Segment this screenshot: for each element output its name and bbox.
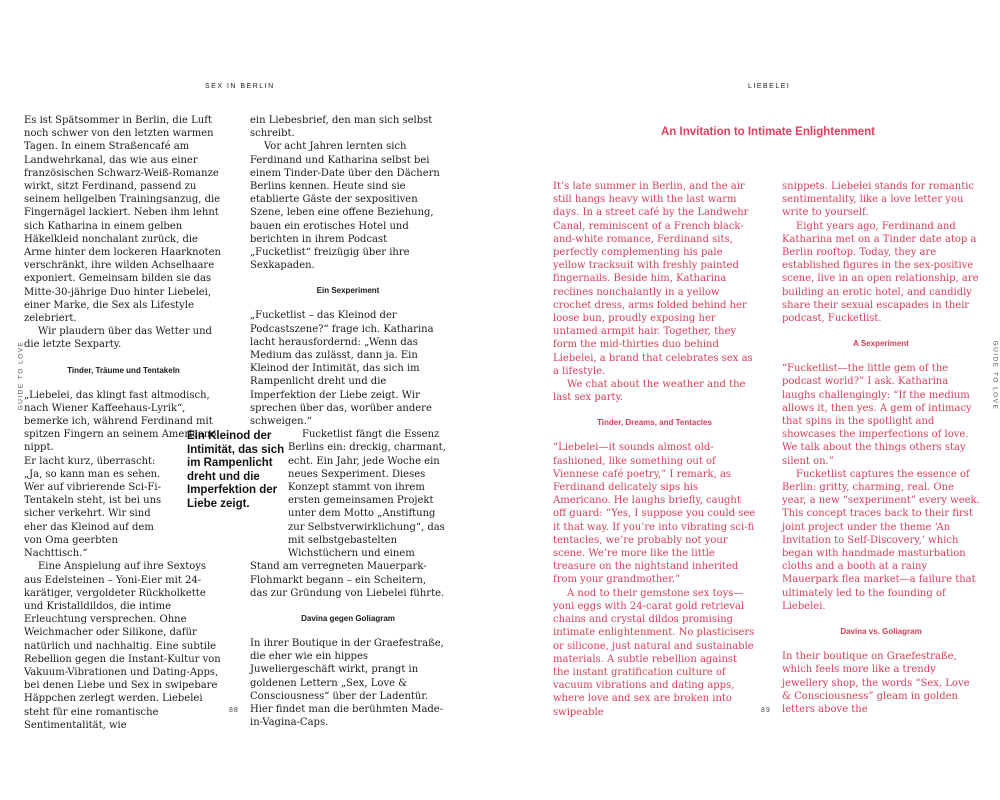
- left-column-2: [250, 114, 446, 729]
- paragraph: Eine Anspielung auf ihre Sextoys aus Edelsteinen – Yoni-Eier mit 24-karätiger, vergoldeter Rückholkette und Kristalldildos, die intime Erleuchtung versprechen. Ohne Weichmacher oder Silikone, dafür natürlich und nachhaltig. Eine subtile Rebellion gegen die Instant-Kultur von Vakuum-Vibrationen und Dating-Apps, bei denen Liebe und Sex in swipebare Häppchen zerlegt werden. Liebelei steht für eine romantische Sentimentalität, wie: [24, 561, 221, 731]
- article-headline: An Invitation to Intimate Enlightenment: [660, 126, 876, 138]
- paragraph: “Fucketlist—the little gem of the podcast world?” I ask. Katharina laughs challengingly: “If the medium allows it, then yes. A gem of intimacy that spins in the spotlight and showcases the imperfections of love. We talk about the things others stay silent on.”: [782, 363, 972, 467]
- paragraph: „Liebelei, das klingt fast altmodisch, nach Wiener Kaffeehaus-Lyrik“, bemerke ich, während Ferdinand mit spitzen Fingern an seinem Americano nippt.: [24, 389, 217, 454]
- paragraph: Er lacht kurz, überrascht: „Ja, so kann man es sehen. Wer auf vibrierende Sci-Fi-Tentakeln steht, ist bei uns sicher verkehrt. Wir sind eher das Kleinod auf dem von Oma geerbten Nachttisch.“: [24, 455, 162, 560]
- side-tab-right: GUIDE TO LOVE: [991, 340, 999, 411]
- right-column-1: [553, 180, 756, 719]
- paragraph: snippets. Liebelei stands for romantic sentimentality, like a love letter you write to yourself.: [782, 181, 975, 219]
- right-column-2: [782, 180, 980, 716]
- paragraph: “Liebelei—it sounds almost old-fashioned, like something out of Viennese café poetry,” I remark, as Ferdinand delicately sips his Americano. He laughs briefly, caught off guard: “Yes, I suppose you could see it that way. If you’re into vibrating sci-fi tentacles, we’re probably not your scene. We’re more like the little treasure on the nightstand inherited from your grandmother.”: [553, 442, 756, 586]
- paragraph: It’s late summer in Berlin, and the air still hangs heavy with the last warm days. In a street café by the Landwehr Canal, reminiscent of a French black-and-white romance, Ferdinand sits, perfectly complementing his pale yellow tracksuit with freshly painted fingernails. Beside him, Katharina reclines nonchalantly in a yellow crochet dress, arms folded behind her loose bun, proudly exposing her untamed armpit hair. Together, they form the mid-thirties duo behind Liebelei, a brand that celebrates sex as a lifestyle.: [553, 181, 753, 377]
- paragraph: Wir plaudern über das Wetter und die letzte Sexparty.: [24, 326, 212, 351]
- subheading: Tinder, Träume und Tentakeln: [67, 365, 180, 375]
- paragraph: „Fucketlist – das Kleinod der Podcastszene?“ frage ich. Katharina lacht herausfordernd: „Wenn das Medium das zulässt, dann ja. Ein Kleinod der Intimität, das sich im Rampenlicht dreht und die Imperfektion der Liebe zeigt. Wir sprechen über das, worüber andere schweigen.“: [250, 310, 434, 428]
- running-head-right: LIEBELEI: [748, 83, 791, 90]
- paragraph: Es ist Spätsommer in Berlin, die Luft noch schwer von den letzten warmen Tagen. In einem Straßencafé am Landwehrkanal, das wie aus einer französischen Schwarz-Weiß-Romanze wirkt, sitzt Ferdinand, passend zu seinem hellgelben Trainingsanzug, die Fingernägel lackiert. Neben ihm lehnt sich Katharina in einem gelben Häkelkleid nonchalant zurück, die Arme hinter dem lockeren Haarknoten verschränkt, ihre wilden Achselhaare exponiert. Gemeinsam bilden sie das Mitte-30-jährige Duo hinter Liebelei, einer Marke, die Sex als Lifestyle zelebriert.: [24, 115, 221, 325]
- page-number-left: 88: [229, 707, 239, 714]
- paragraph: We chat about the weather and the last sex party.: [553, 379, 746, 404]
- running-head-left: SEX IN BERLIN: [205, 83, 275, 90]
- paragraph: Vor acht Jahren lernten sich Ferdinand und Katharina selbst bei einem Tinder-Date über den Dächern Berlins kennen. Heute sind sie etablierte Gäste der sexpositiven Szene, leben eine offene Beziehung, bauen ein erotisches Hotel und berichten in ihrem Podcast „Fucketlist“ freizügig über ihre Sexkapaden.: [250, 141, 440, 272]
- page-number-right: 89: [761, 707, 771, 714]
- left-column-1: [24, 114, 223, 732]
- subheading: Davina vs. Goliagram: [840, 627, 922, 637]
- paragraph: Eight years ago, Ferdinand and Katharina met on a Tinder date atop a Berlin rooftop. Today, they are established figures in the sex-positive scene, live in an open relationship, are building an erotic hotel, and candidly share their sexual escapades in their podcast, Fucketlist.: [782, 220, 979, 325]
- subheading: Tinder, Dreams, and Tentacles: [597, 418, 712, 428]
- paragraph: Fucketlist captures the essence of Berlin: gritty, charming, real. One year, a new “sexperiment” every week. This concept traces back to their first joint project under the theme ‘An Invitation to Self-Discovery,’ which began with handmade masturbation cloths and a booth at a rainy Mauerpark flea market—a failure that ultimately led to the founding of Liebelei.: [782, 468, 980, 612]
- subheading: Davina gegen Goliagram: [301, 613, 395, 623]
- subheading: A Sexperiment: [853, 339, 909, 349]
- paragraph: A nod to their gemstone sex toys—yoni eggs with 24-carat gold retrieval chains and crystal dildos promising intimate enlightenment. No plasticisers or silicone, just natural and sustainable materials. A subtle rebellion against the instant gratification culture of vacuum vibrations and dating apps, where love and sex are broken into swipeable: [553, 587, 755, 718]
- paragraph: In their boutique on Graefestraße, which feels more like a trendy jewellery shop, the words “Sex, Love & Consciousness” gleam in golden letters above the: [782, 651, 970, 715]
- side-tab-left: GUIDE TO LOVE: [17, 340, 25, 411]
- right-page: [500, 0, 1000, 800]
- paragraph: In ihrer Boutique in der Graefestraße, die eher wie ein hippes Juweliergeschäft wirkt, prangt in goldenen Lettern „Sex, Love & Consciousness“ über der Ladentür. Hier findet man die berühmten Made-in-Vagina-Caps.: [250, 637, 444, 729]
- pull-quote: Ein Kleinod der Intimität, das sich im Rampenlicht dreht und die Imperfektion der Liebe zeigt.: [187, 430, 285, 510]
- paragraph: ein Liebesbrief, den man sich selbst schreibt.: [250, 115, 433, 140]
- subheading: Ein Sexperiment: [316, 286, 380, 296]
- paragraph: Fucketlist fängt die Essenz Berlins ein: dreckig, charmant, echt. Ein Jahr, jede Woche ein neues Sexperiment. Dieses Konzept stammt von ihrem ersten gemeinsamen Projekt unter dem Motto „Anstiftung zur Selbstverwirklichung“, das mit selbstgebastelten Wichstüchern und einem Stand am verregneten Mauerpark-Flohmarkt begann – ein Scheitern, das zur Gründung von Liebelei führte.: [250, 429, 446, 599]
